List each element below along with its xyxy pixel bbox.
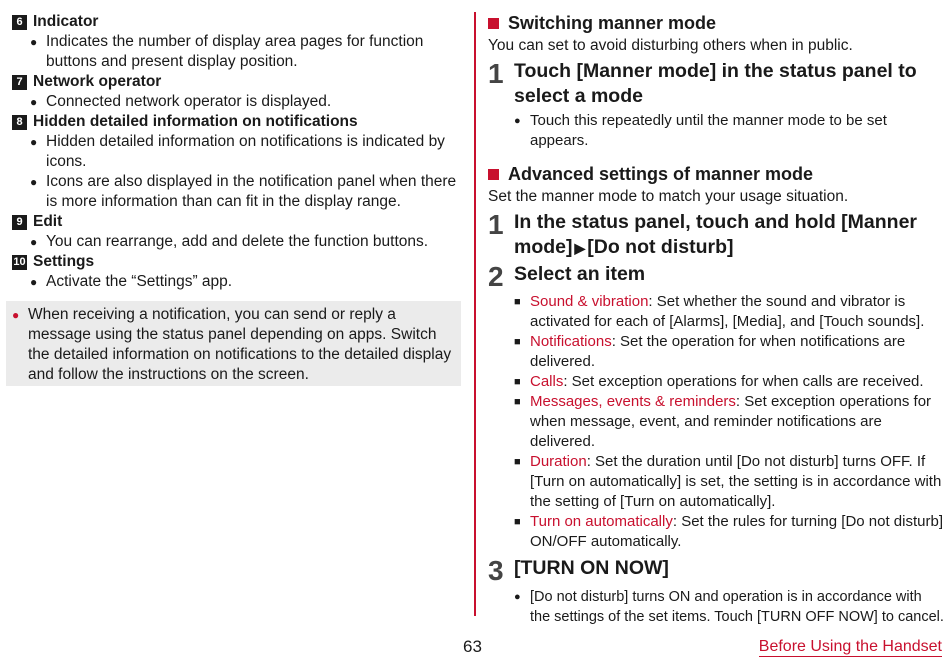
bullet-icon: ● — [30, 35, 38, 49]
right-column — [488, 12, 944, 627]
note-bullet-icon: ● — [12, 308, 20, 322]
step-text: Select an item — [514, 263, 646, 285]
square-bullet-icon: ■ — [514, 336, 521, 348]
bullet-icon: ● — [30, 275, 38, 289]
bullet-icon: ● — [30, 175, 38, 189]
page-number: 63 — [463, 637, 482, 656]
column-divider — [474, 12, 476, 616]
number-badge: 9 — [12, 215, 27, 230]
item-bullet: Activate the “Settings” app. — [46, 273, 233, 290]
step-note: ● [Do not disturb] turns ON and operation is in accordance with the settings of the set items. Touch [TURN OFF NOW] to cancel. — [514, 589, 944, 625]
step-1 — [488, 210, 944, 261]
step-text-end: [Do not disturb] — [587, 236, 734, 258]
bullet-icon: ● — [514, 591, 521, 603]
square-bullet-icon: ■ — [514, 296, 521, 308]
item-title: Edit — [33, 213, 63, 230]
number-badge: 7 — [12, 75, 27, 90]
step-text: Touch [Manner mode] in the status panel to select a mode — [514, 60, 917, 107]
play-icon: ▶ — [574, 240, 586, 256]
item-indicator — [12, 12, 464, 72]
number-badge: 6 — [12, 15, 27, 30]
item-title: Network operator — [33, 73, 162, 90]
setting-item: ■ Messages, events & reminders: Set exception operations for when message, event, and reminder notifications are delivered. — [514, 393, 932, 450]
bullet-icon: ● — [30, 95, 38, 109]
note-box — [6, 301, 461, 386]
bullet-icon: ● — [514, 115, 521, 127]
item-settings — [12, 252, 464, 292]
item-bullet: Icons are also displayed in the notification panel when there is more information than can fit in the display range. — [46, 173, 457, 210]
step-3 — [488, 556, 944, 586]
setting-item: ■ Calls: Set exception operations for when calls are received. — [514, 373, 924, 390]
section-title-switching: Switching manner mode — [488, 12, 944, 34]
item-title: Settings — [33, 253, 95, 270]
bullet-icon: ● — [30, 235, 38, 249]
square-icon — [488, 169, 499, 180]
section-intro: Set the manner mode to match your usage situation. — [488, 188, 849, 205]
number-badge: 8 — [12, 115, 27, 130]
left-column — [12, 12, 464, 292]
setting-item: ■ Turn on automatically: Set the rules for turning [Do not disturb] ON/OFF automatically. — [514, 513, 943, 550]
step-number: 1 — [488, 58, 504, 89]
item-edit — [12, 212, 464, 252]
step-number: 1 — [488, 209, 504, 240]
square-bullet-icon: ■ — [514, 516, 521, 528]
item-bullet: You can rearrange, add and delete the function buttons. — [46, 233, 429, 250]
step-number: 3 — [488, 555, 504, 586]
square-bullet-icon: ■ — [514, 396, 521, 408]
step-note: ● Touch this repeatedly until the manner mode to be set appears. — [514, 112, 887, 149]
setting-item: ■ Notifications: Set the operation for when notifications are delivered. — [514, 333, 906, 370]
item-title: Hidden detailed information on notifications — [33, 113, 358, 130]
setting-item: ■ Duration: Set the duration until [Do not disturb] turns OFF. If [Turn on automatically] is set, the setting is in accordance with the setting of [Turn on automatically]. — [514, 453, 942, 510]
item-bullet: Indicates the number of display area pages for function buttons and present display position. — [46, 33, 424, 70]
square-bullet-icon: ■ — [514, 376, 521, 388]
item-hidden-info — [12, 112, 464, 212]
bullet-icon: ● — [30, 135, 38, 149]
step-number: 2 — [488, 261, 504, 292]
item-bullet: Hidden detailed information on notifications is indicated by icons. — [46, 133, 445, 170]
item-bullet: Connected network operator is displayed. — [46, 93, 332, 110]
section-title-advanced: Advanced settings of manner mode — [488, 163, 944, 185]
setting-item: ■ Sound & vibration: Set whether the sound and vibrator is activated for each of [Alarms], [Media], and [Touch sounds]. — [514, 293, 925, 330]
step-text: In the status panel, touch and hold [Manner mode] — [514, 211, 918, 258]
section-link[interactable]: Before Using the Handset — [758, 638, 942, 655]
square-icon — [488, 18, 499, 29]
step-text: [TURN ON NOW] — [514, 557, 669, 579]
item-title: Indicator — [33, 13, 99, 30]
note-text: When receiving a notification, you can send or reply a message using the status panel depending on apps. Switch the detailed information on notifications to the detailed display and follow the instructions on the screen. — [28, 306, 452, 383]
number-badge: 10 — [13, 255, 26, 268]
step-1 — [488, 59, 944, 109]
square-bullet-icon: ■ — [514, 456, 521, 468]
section-intro: You can set to avoid disturbing others when in public. — [488, 37, 853, 54]
item-network-operator — [12, 72, 464, 112]
step-2 — [488, 262, 944, 292]
